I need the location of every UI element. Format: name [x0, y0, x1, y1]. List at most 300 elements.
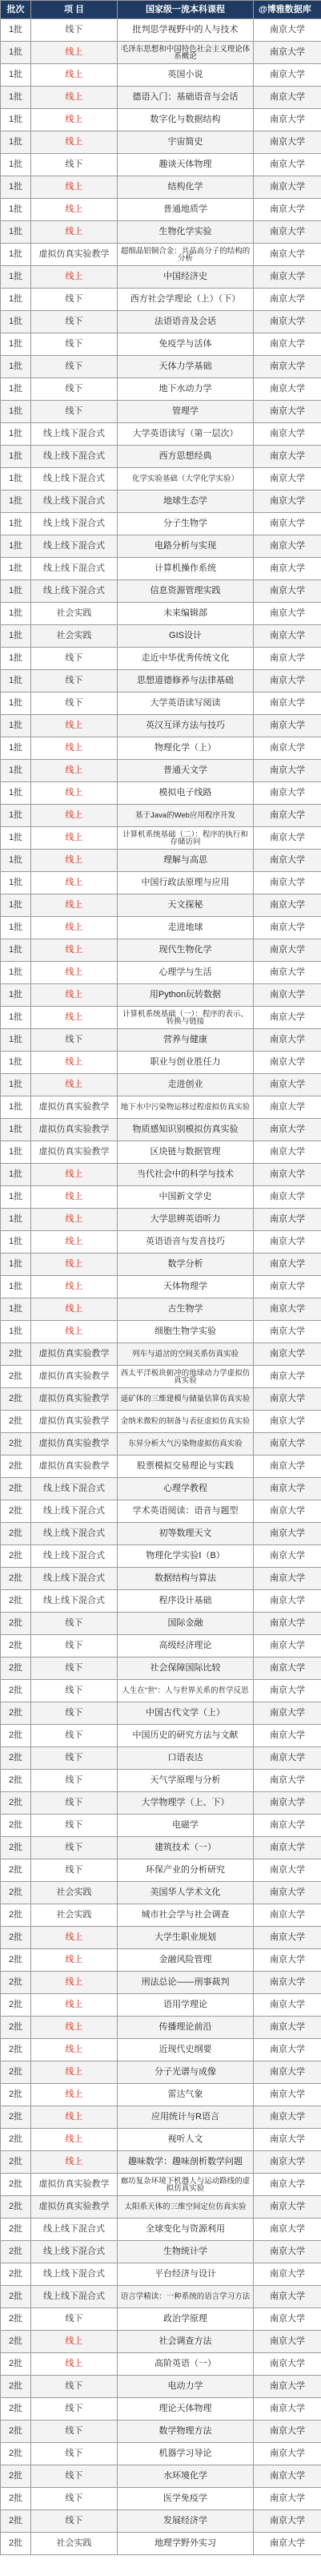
- table-row: [1, 1029, 321, 1052]
- table-row: [1, 1141, 321, 1164]
- cell-type: 线上: [31, 2151, 118, 2174]
- cell-batch: 1批: [1, 805, 31, 827]
- table-row: [1, 19, 321, 42]
- cell-type: 线下: [31, 1680, 118, 1702]
- cell-type: 线上: [31, 894, 118, 917]
- table-row: [1, 1949, 321, 1972]
- cell-type: 虚拟仿真实验教学: [31, 1388, 118, 1411]
- table-row: [1, 356, 321, 378]
- cell-batch: 1批: [1, 737, 31, 760]
- cell-course: 普通地质学: [118, 199, 254, 221]
- cell-batch: 1批: [1, 1096, 31, 1119]
- cell-school: 南京大学: [254, 2196, 321, 2219]
- table-row: [1, 2510, 321, 2533]
- table-row: [1, 1231, 321, 1254]
- cell-batch: 2批: [1, 2017, 31, 2039]
- cell-type: 线上: [31, 1949, 118, 1972]
- table-row: [1, 1388, 321, 1411]
- cell-school: 南京大学: [254, 1994, 321, 2017]
- cell-course: 数据结构与算法: [118, 1568, 254, 1590]
- table-row: [1, 266, 321, 289]
- cell-type: 线上线下混合式: [31, 1523, 118, 1545]
- cell-course: 西方思想经典: [118, 446, 254, 468]
- cell-batch: 1批: [1, 1298, 31, 1321]
- cell-school: 南京大学: [254, 1882, 321, 1904]
- cell-school: 南京大学: [254, 558, 321, 580]
- cell-course: 化学实验基础（大学化学实验）: [118, 468, 254, 491]
- cell-batch: 1批: [1, 1119, 31, 1141]
- cell-batch: 2批: [1, 1837, 31, 1859]
- table-row: [1, 221, 321, 244]
- cell-type: 线上: [31, 1321, 118, 1343]
- cell-school: 南京大学: [254, 2039, 321, 2061]
- table-row: [1, 1613, 321, 1635]
- cell-school: 南京大学: [254, 333, 321, 356]
- table-row: [1, 1074, 321, 1096]
- cell-type: 线上: [31, 939, 118, 962]
- cell-batch: 2批: [1, 1904, 31, 1927]
- cell-course: 大学英语读写阅读: [118, 692, 254, 715]
- cell-school: 南京大学: [254, 2061, 321, 2084]
- cell-school: 南京大学: [254, 1074, 321, 1096]
- cell-batch: 1批: [1, 1231, 31, 1254]
- cell-school: 南京大学: [254, 513, 321, 535]
- cell-course: 物理化学实验Ⅰ（B）: [118, 1545, 254, 1568]
- header-type: 项 目: [31, 1, 118, 19]
- cell-school: 南京大学: [254, 2510, 321, 2533]
- cell-school: 南京大学: [254, 109, 321, 131]
- cell-type: 线上: [31, 131, 118, 154]
- cell-batch: 1批: [1, 670, 31, 692]
- table-row: [1, 2421, 321, 2443]
- table-row: [1, 917, 321, 939]
- cell-batch: 1批: [1, 1141, 31, 1164]
- cell-batch: 2批: [1, 2196, 31, 2219]
- cell-school: 南京大学: [254, 2151, 321, 2174]
- cell-type: 线下: [31, 1747, 118, 1770]
- table-row: [1, 1657, 321, 1680]
- cell-type: 线下: [31, 356, 118, 378]
- cell-batch: 1批: [1, 917, 31, 939]
- cell-type: 线上: [31, 2084, 118, 2106]
- table-row: [1, 1276, 321, 1298]
- cell-batch: 2批: [1, 2376, 31, 2398]
- cell-batch: 1批: [1, 939, 31, 962]
- cell-batch: 1批: [1, 446, 31, 468]
- table-row: [1, 2174, 321, 2196]
- cell-school: 南京大学: [254, 1680, 321, 1702]
- cell-course: 建筑技术（一）: [118, 1837, 254, 1859]
- cell-batch: 1批: [1, 199, 31, 221]
- cell-school: 南京大学: [254, 1904, 321, 1927]
- cell-batch: 2批: [1, 2174, 31, 2196]
- cell-batch: 2批: [1, 2084, 31, 2106]
- cell-school: 南京大学: [254, 1141, 321, 1164]
- cell-batch: 1批: [1, 535, 31, 558]
- cell-batch: 1批: [1, 401, 31, 423]
- cell-batch: 2批: [1, 1366, 31, 1388]
- cell-type: 线下: [31, 1725, 118, 1747]
- cell-batch: 1批: [1, 962, 31, 984]
- cell-school: 南京大学: [254, 782, 321, 805]
- cell-type: 社会实践: [31, 2533, 118, 2555]
- cell-batch: 2批: [1, 2241, 31, 2263]
- header-row: [1, 1, 321, 19]
- cell-batch: 2批: [1, 2129, 31, 2151]
- cell-course: 太阳系天体的三维空间定位仿真实验: [118, 2196, 254, 2219]
- cell-school: 南京大学: [254, 1523, 321, 1545]
- cell-course: 思想道德修养与法律基础: [118, 670, 254, 692]
- cell-school: 南京大学: [254, 1119, 321, 1141]
- cell-type: 线下: [31, 289, 118, 311]
- cell-school: 南京大学: [254, 1657, 321, 1680]
- cell-type: 线下: [31, 1702, 118, 1725]
- cell-school: 南京大学: [254, 311, 321, 333]
- cell-type: 线上线下混合式: [31, 1568, 118, 1590]
- cell-course: 物理化学（上）: [118, 737, 254, 760]
- cell-batch: 2批: [1, 2331, 31, 2353]
- cell-course: 地下水中污染物运移过程虚拟仿真实验: [118, 1096, 254, 1119]
- cell-batch: 2批: [1, 1343, 31, 1366]
- cell-batch: 2批: [1, 2353, 31, 2376]
- cell-school: 南京大学: [254, 244, 321, 266]
- cell-school: 南京大学: [254, 1456, 321, 1478]
- cell-school: 南京大学: [254, 1007, 321, 1029]
- cell-school: 南京大学: [254, 1747, 321, 1770]
- table-row: [1, 1343, 321, 1366]
- cell-course: 社会调查方法: [118, 2331, 254, 2353]
- cell-batch: 1批: [1, 850, 31, 872]
- cell-batch: 1批: [1, 356, 31, 378]
- cell-school: 南京大学: [254, 42, 321, 64]
- table-row: [1, 423, 321, 446]
- cell-type: 线下: [31, 1792, 118, 1815]
- table-row: [1, 468, 321, 491]
- cell-batch: 2批: [1, 1859, 31, 1882]
- cell-type: 线上: [31, 737, 118, 760]
- table-row: [1, 2398, 321, 2421]
- table-row: [1, 289, 321, 311]
- cell-batch: 2批: [1, 1613, 31, 1635]
- cell-course: 英汉互译方法与技巧: [118, 715, 254, 737]
- cell-school: 南京大学: [254, 1702, 321, 1725]
- cell-school: 南京大学: [254, 715, 321, 737]
- cell-course: 中国历史的研究方法与文献: [118, 1725, 254, 1747]
- cell-batch: 1批: [1, 176, 31, 199]
- cell-school: 南京大学: [254, 401, 321, 423]
- cell-batch: 1批: [1, 1164, 31, 1186]
- cell-school: 南京大学: [254, 2106, 321, 2129]
- cell-batch: 1批: [1, 109, 31, 131]
- cell-batch: 1批: [1, 333, 31, 356]
- table-row: [1, 1725, 321, 1747]
- cell-school: 南京大学: [254, 1635, 321, 1657]
- cell-school: 南京大学: [254, 648, 321, 670]
- cell-school: 南京大学: [254, 2376, 321, 2398]
- cell-course: 大学英语读写（第一层次）: [118, 423, 254, 446]
- cell-batch: 2批: [1, 2398, 31, 2421]
- cell-course: 数学分析: [118, 1254, 254, 1276]
- table-row: [1, 244, 321, 266]
- cell-batch: 2批: [1, 1725, 31, 1747]
- cell-course: 法语语音及会话: [118, 311, 254, 333]
- cell-school: 南京大学: [254, 2241, 321, 2263]
- table-row: [1, 1186, 321, 1209]
- cell-type: 线下: [31, 1859, 118, 1882]
- table-row: [1, 760, 321, 782]
- table-body: [1, 19, 321, 2555]
- cell-course: 全球变化与资源利用: [118, 2219, 254, 2241]
- cell-type: 虚拟仿真实验教学: [31, 1366, 118, 1388]
- table-row: [1, 2196, 321, 2219]
- cell-type: 线上: [31, 2353, 118, 2376]
- cell-type: 线下: [31, 670, 118, 692]
- cell-school: 南京大学: [254, 2443, 321, 2465]
- cell-type: 线上: [31, 64, 118, 87]
- cell-course: 物质感知识别模拟仿真实验: [118, 1119, 254, 1141]
- cell-school: 南京大学: [254, 1500, 321, 1523]
- cell-batch: 2批: [1, 1747, 31, 1770]
- cell-school: 南京大学: [254, 2488, 321, 2510]
- cell-school: 南京大学: [254, 176, 321, 199]
- table-row: [1, 692, 321, 715]
- cell-type: 线上线下混合式: [31, 446, 118, 468]
- cell-course: 未来编辑部: [118, 603, 254, 625]
- table-row: [1, 1164, 321, 1186]
- cell-course: 高级经济理论: [118, 1635, 254, 1657]
- cell-course: 电动力学: [118, 2376, 254, 2398]
- table-row: [1, 1052, 321, 1074]
- cell-school: 南京大学: [254, 131, 321, 154]
- cell-type: 线上: [31, 1074, 118, 1096]
- cell-type: 线上线下混合式: [31, 580, 118, 603]
- table-row: [1, 1680, 321, 1702]
- cell-course: 理解与高思: [118, 850, 254, 872]
- cell-type: 线上线下混合式: [31, 2219, 118, 2241]
- cell-school: 南京大学: [254, 894, 321, 917]
- table-row: [1, 1096, 321, 1119]
- cell-type: 线上线下混合式: [31, 1545, 118, 1568]
- cell-type: 线下: [31, 154, 118, 176]
- cell-type: 线下: [31, 2308, 118, 2331]
- cell-batch: 1批: [1, 1321, 31, 1343]
- table-row: [1, 1119, 321, 1141]
- cell-course: 西方社会学理论（上）（下）: [118, 289, 254, 311]
- table-row: [1, 2219, 321, 2241]
- cell-course: 传播理论前沿: [118, 2017, 254, 2039]
- cell-course: 社会保障国际比较: [118, 1657, 254, 1680]
- cell-type: 线上: [31, 2039, 118, 2061]
- cell-course: 高阶英语（一）: [118, 2353, 254, 2376]
- cell-type: 线上: [31, 42, 118, 64]
- cell-batch: 1批: [1, 1276, 31, 1298]
- cell-school: 南京大学: [254, 2129, 321, 2151]
- cell-type: 线下: [31, 311, 118, 333]
- cell-course: 雷达气象: [118, 2084, 254, 2106]
- table-row: [1, 1904, 321, 1927]
- cell-type: 线上线下混合式: [31, 1478, 118, 1500]
- cell-batch: 2批: [1, 1792, 31, 1815]
- table-row: [1, 2376, 321, 2398]
- cell-school: 南京大学: [254, 2353, 321, 2376]
- cell-course: 国际金融: [118, 1613, 254, 1635]
- cell-course: 免疫学与活体: [118, 333, 254, 356]
- table-row: [1, 1927, 321, 1949]
- cell-course: 刑法总论——刑事裁判: [118, 1972, 254, 1994]
- table-row: [1, 87, 321, 109]
- cell-course: 毛泽东思想和中国特色社会主义理论体系概论: [118, 42, 254, 64]
- cell-type: 线上: [31, 1276, 118, 1298]
- cell-type: 线上: [31, 2061, 118, 2084]
- cell-course: 趣味数学：趣味剖析数学问题: [118, 2151, 254, 2174]
- cell-course: 列车与道岔的空间关系仿真实验: [118, 1343, 254, 1366]
- cell-type: 线下: [31, 2398, 118, 2421]
- cell-course: 西太平洋板块俯冲的地球动力学虚拟仿真实验: [118, 1366, 254, 1388]
- cell-batch: 2批: [1, 1815, 31, 1837]
- cell-batch: 2批: [1, 1994, 31, 2017]
- cell-school: 南京大学: [254, 603, 321, 625]
- cell-type: 虚拟仿真实验教学: [31, 1343, 118, 1366]
- table-row: [1, 2443, 321, 2465]
- cell-school: 南京大学: [254, 2219, 321, 2241]
- table-row: [1, 2017, 321, 2039]
- cell-school: 南京大学: [254, 939, 321, 962]
- cell-course: 模拟电子线路: [118, 782, 254, 805]
- cell-course: 心理学教程: [118, 1478, 254, 1500]
- table-row: [1, 805, 321, 827]
- table-row: [1, 1366, 321, 1388]
- cell-course: 基于Java的Web应用程序开发: [118, 805, 254, 827]
- cell-course: 平台经济与设计: [118, 2263, 254, 2286]
- cell-course: 计算机系统基础（一）：程序的表示、转换与链接: [118, 1007, 254, 1029]
- cell-course: 职业与创业胜任力: [118, 1052, 254, 1074]
- cell-batch: 1批: [1, 872, 31, 894]
- table-row: [1, 513, 321, 535]
- cell-course: 走进地球: [118, 917, 254, 939]
- cell-type: 线上: [31, 2106, 118, 2129]
- cell-school: 南京大学: [254, 1254, 321, 1276]
- cell-course: 中国经济史: [118, 266, 254, 289]
- cell-course: 英语语音与发音技巧: [118, 1231, 254, 1254]
- cell-batch: 1批: [1, 1007, 31, 1029]
- cell-course: 结构化学: [118, 176, 254, 199]
- cell-batch: 1批: [1, 1254, 31, 1276]
- table-row: [1, 1500, 321, 1523]
- cell-school: 南京大学: [254, 2398, 321, 2421]
- cell-school: 南京大学: [254, 1164, 321, 1186]
- table-row: [1, 1433, 321, 1456]
- cell-course: 普通天文学: [118, 760, 254, 782]
- table-row: [1, 1815, 321, 1837]
- cell-course: 古生物学: [118, 1298, 254, 1321]
- cell-type: 线下: [31, 2376, 118, 2398]
- cell-batch: 2批: [1, 2219, 31, 2241]
- cell-school: 南京大学: [254, 760, 321, 782]
- cell-school: 南京大学: [254, 850, 321, 872]
- table-row: [1, 64, 321, 87]
- cell-course: 医学免疫学: [118, 2488, 254, 2510]
- cell-batch: 2批: [1, 1456, 31, 1478]
- cell-type: 线上: [31, 917, 118, 939]
- cell-batch: 1批: [1, 558, 31, 580]
- cell-course: 天气学原理与分析: [118, 1770, 254, 1792]
- table-row: [1, 894, 321, 917]
- table-row: [1, 2106, 321, 2129]
- cell-type: 线上线下混合式: [31, 558, 118, 580]
- cell-batch: 2批: [1, 1680, 31, 1702]
- table-row: [1, 1972, 321, 1994]
- table-row: [1, 131, 321, 154]
- cell-batch: 1批: [1, 131, 31, 154]
- cell-course: 营养与健康: [118, 1029, 254, 1052]
- table-row: [1, 401, 321, 423]
- table-row: [1, 782, 321, 805]
- cell-course: 金纳米微粒的制备与表征虚拟仿真实验: [118, 1411, 254, 1433]
- cell-batch: 2批: [1, 1523, 31, 1545]
- cell-batch: 1批: [1, 827, 31, 850]
- cell-type: 线上线下混合式: [31, 468, 118, 491]
- cell-school: 南京大学: [254, 1613, 321, 1635]
- cell-school: 南京大学: [254, 1231, 321, 1254]
- cell-batch: 1批: [1, 1186, 31, 1209]
- cell-school: 南京大学: [254, 221, 321, 244]
- cell-type: 线上线下混合式: [31, 491, 118, 513]
- cell-course: 天体物理学: [118, 1276, 254, 1298]
- cell-type: 线上: [31, 2017, 118, 2039]
- cell-batch: 2批: [1, 2443, 31, 2465]
- cell-course: 应用统计与R语言: [118, 2106, 254, 2129]
- cell-course: 德语入门：基础语音与会话: [118, 87, 254, 109]
- cell-batch: 1批: [1, 244, 31, 266]
- cell-batch: 2批: [1, 2488, 31, 2510]
- table-row: [1, 603, 321, 625]
- cell-type: 线上: [31, 266, 118, 289]
- cell-batch: 1批: [1, 1209, 31, 1231]
- cell-batch: 1批: [1, 894, 31, 917]
- cell-batch: 1批: [1, 760, 31, 782]
- cell-school: 南京大学: [254, 2533, 321, 2555]
- cell-type: 线上线下混合式: [31, 1590, 118, 1613]
- cell-school: 南京大学: [254, 580, 321, 603]
- table-row: [1, 2353, 321, 2376]
- cell-school: 南京大学: [254, 1590, 321, 1613]
- cell-batch: 1批: [1, 782, 31, 805]
- cell-school: 南京大学: [254, 2465, 321, 2488]
- table-row: [1, 1994, 321, 2017]
- cell-school: 南京大学: [254, 1366, 321, 1388]
- cell-course: 大学生职业规划: [118, 1927, 254, 1949]
- cell-type: 线上: [31, 1052, 118, 1074]
- cell-type: 线上: [31, 827, 118, 850]
- cell-batch: 2批: [1, 1388, 31, 1411]
- table-row: [1, 1590, 321, 1613]
- cell-school: 南京大学: [254, 1927, 321, 1949]
- header-school-label: @博雅数据库: [259, 4, 311, 14]
- table-row: [1, 2308, 321, 2331]
- cell-type: 社会实践: [31, 603, 118, 625]
- cell-course: 趣谈天体物理: [118, 154, 254, 176]
- cell-type: 虚拟仿真实验教学: [31, 1119, 118, 1141]
- cell-batch: 1批: [1, 1074, 31, 1096]
- table-row: [1, 1882, 321, 1904]
- table-row: [1, 2039, 321, 2061]
- cell-batch: 1批: [1, 625, 31, 648]
- cell-type: 线上: [31, 2129, 118, 2151]
- table-row: [1, 580, 321, 603]
- cell-course: 口语表达: [118, 1747, 254, 1770]
- cell-type: 线上: [31, 87, 118, 109]
- cell-type: 线上: [31, 109, 118, 131]
